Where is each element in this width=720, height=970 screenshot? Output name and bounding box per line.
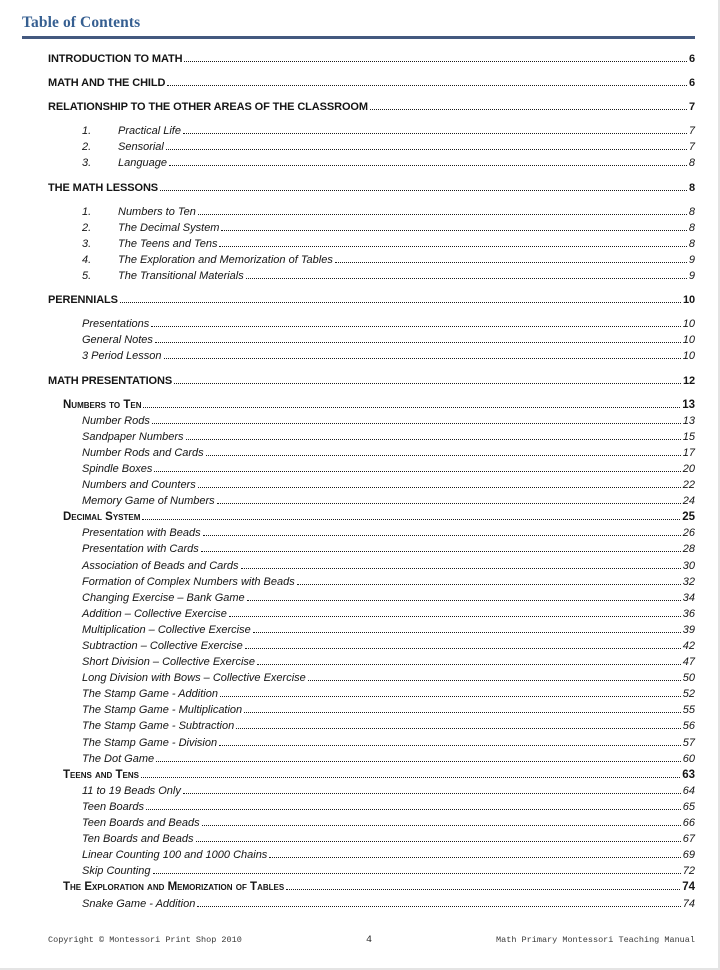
toc-entry-page: 8: [688, 205, 695, 218]
toc-entry[interactable]: [48, 373, 695, 389]
dot-leader: [174, 383, 681, 384]
toc-entry-label: Linear Counting 100 and 1000 Chains: [82, 849, 268, 862]
toc-entry-page: 74: [682, 881, 695, 894]
toc-entry-number: 3.: [82, 237, 92, 250]
toc-entry-page: 39: [682, 623, 695, 636]
dot-leader: [169, 165, 687, 166]
dot-leader: [202, 825, 681, 826]
toc-entry-page: 42: [682, 640, 695, 652]
dot-leader: [160, 190, 687, 191]
dot-leader: [143, 407, 680, 408]
dot-leader: [241, 568, 681, 569]
dot-leader: [196, 841, 681, 842]
toc-entry[interactable]: [48, 751, 695, 767]
toc-entry-label: The Stamp Game - Subtraction: [82, 720, 235, 733]
toc-entry[interactable]: [48, 831, 695, 847]
toc-entry[interactable]: [48, 799, 695, 815]
toc-entry-page: 24: [682, 495, 695, 508]
dot-leader: [167, 85, 687, 86]
toc-entry[interactable]: [48, 461, 695, 477]
toc-entry-page: 60: [682, 752, 695, 765]
toc-entry-label: Ten Boards and Beads: [82, 833, 194, 846]
toc-entry-page: 13: [682, 414, 695, 427]
footer-copyright: Copyright © Montessori Print Shop 2010: [48, 935, 242, 945]
toc-entry-label: 11 to 19 Beads Only: [82, 784, 181, 797]
dot-leader: [206, 455, 681, 456]
toc-entry[interactable]: [48, 139, 695, 155]
toc-entry-page: 52: [682, 688, 695, 701]
toc-entry[interactable]: [48, 638, 695, 654]
dot-leader: [257, 664, 681, 665]
toc-entry-label: Sandpaper Numbers: [82, 430, 184, 443]
toc-entry[interactable]: [48, 879, 695, 895]
dot-leader: [184, 61, 686, 62]
toc-entry-page: 8: [688, 181, 695, 194]
dot-leader: [203, 535, 681, 536]
dot-leader: [156, 761, 681, 762]
toc-entry-label: Decimal System: [63, 511, 141, 524]
toc-entry-number: 4.: [82, 253, 92, 266]
toc-entry-label: The Exploration and Memorization of Tables: [63, 881, 285, 894]
toc-entry[interactable]: [48, 268, 695, 284]
toc-entry-page: 28: [682, 543, 695, 556]
toc-entry[interactable]: [48, 123, 695, 139]
toc-entry-label: General Notes: [82, 334, 153, 347]
toc-entry-label: RELATIONSHIP TO THE OTHER AREAS OF THE CLASSROOM: [48, 101, 368, 114]
dot-leader: [246, 278, 687, 279]
toc-entry-page: 7: [688, 141, 695, 154]
toc-entry-label: Number Rods and Cards: [82, 446, 204, 459]
toc-entry-page: 6: [688, 77, 695, 90]
toc-entry-label: The Stamp Game - Multiplication: [82, 704, 243, 717]
toc-entry[interactable]: [48, 155, 695, 171]
dot-leader: [219, 246, 686, 247]
toc-entry[interactable]: [48, 493, 695, 509]
toc-entry-page: 17: [682, 446, 695, 459]
toc-entry-label: The Transitional Materials: [118, 270, 244, 283]
toc-entry-page: 65: [682, 800, 695, 813]
toc-entry-page: 30: [682, 559, 695, 572]
toc-entry[interactable]: [48, 99, 695, 115]
toc-entry-page: 32: [682, 575, 695, 588]
toc-entry-page: 6: [688, 53, 695, 65]
toc-entry-page: 10: [682, 294, 695, 307]
toc-entry[interactable]: [48, 445, 695, 461]
dot-leader: [152, 423, 681, 424]
dot-leader: [141, 777, 680, 778]
toc-entry-page: 66: [682, 817, 695, 830]
dot-leader: [229, 616, 681, 617]
toc-entry-page: 9: [688, 270, 695, 283]
toc-entry-label: Spindle Boxes: [82, 462, 153, 475]
toc-entry[interactable]: [48, 590, 695, 606]
toc-entry-label: Numbers to Ten: [118, 205, 196, 218]
toc-entry[interactable]: [48, 718, 695, 734]
toc-entry[interactable]: [48, 525, 695, 541]
toc-entry[interactable]: [48, 847, 695, 863]
toc-entry-label: Number Rods: [82, 414, 150, 427]
toc-entry-label: Changing Exercise – Bank Game: [82, 591, 245, 604]
dot-leader: [197, 906, 680, 907]
toc-entry-page: 9: [688, 253, 695, 266]
toc-entry[interactable]: [48, 413, 695, 429]
toc-entry-label: PERENNIALS: [48, 294, 118, 307]
toc-entry-page: 67: [682, 833, 695, 846]
page-header: [0, 0, 718, 39]
toc-list: [48, 51, 695, 912]
toc-entry-label: MATH PRESENTATIONS: [48, 374, 173, 387]
toc-entry[interactable]: [48, 51, 695, 67]
toc-entry[interactable]: [48, 348, 695, 364]
dot-leader: [120, 302, 681, 303]
dot-leader: [164, 358, 681, 359]
toc-entry-page: 57: [682, 736, 695, 749]
toc-entry-page: 10: [682, 334, 695, 347]
toc-entry-page: 8: [688, 237, 695, 250]
toc-entry-label: Numbers to Ten: [63, 398, 142, 411]
toc-entry-label: The Stamp Game - Addition: [82, 688, 218, 701]
toc-entry[interactable]: [48, 702, 695, 718]
toc-entry-label: 3 Period Lesson: [82, 350, 162, 363]
toc-entry-label: Language: [118, 157, 167, 170]
dot-leader: [308, 680, 681, 681]
toc-entry-page: 15: [682, 430, 695, 443]
toc-entry-label: Numbers and Counters: [82, 479, 196, 492]
toc-entry-label: Memory Game of Numbers: [82, 495, 215, 508]
toc-entry[interactable]: [48, 606, 695, 622]
dot-leader: [142, 519, 680, 520]
dot-leader: [245, 648, 681, 649]
dot-leader: [153, 873, 681, 874]
dot-leader: [151, 326, 680, 327]
footer-page-number: 4: [365, 935, 372, 946]
title-rule: [22, 36, 695, 39]
toc-entry[interactable]: [48, 574, 695, 590]
toc-entry-page: 10: [682, 318, 695, 331]
toc-entry[interactable]: [48, 220, 695, 236]
toc-entry[interactable]: [48, 429, 695, 445]
toc-entry[interactable]: [48, 815, 695, 831]
toc-entry[interactable]: [48, 477, 695, 493]
toc-entry-page: 55: [682, 704, 695, 717]
toc-entry-label: INTRODUCTION TO MATH: [48, 53, 183, 65]
toc-entry-page: 47: [682, 656, 695, 669]
toc-entry-label: Long Division with Bows – Collective Exercise: [82, 672, 306, 685]
dot-leader: [198, 214, 687, 215]
toc-entry-label: Short Division – Collective Exercise: [82, 656, 256, 669]
toc-entry-page: 20: [682, 462, 695, 475]
toc-entry[interactable]: [48, 236, 695, 252]
toc-entry-page: 8: [688, 221, 695, 234]
footer-manual-title: Math Primary Montessori Teaching Manual: [496, 935, 695, 945]
toc-entry-page: 7: [688, 125, 695, 138]
toc-entry-label: THE MATH LESSONS: [48, 181, 159, 194]
toc-entry[interactable]: [48, 863, 695, 879]
toc-entry-label: Snake Game - Addition: [82, 897, 196, 910]
toc-entry[interactable]: [48, 783, 695, 799]
toc-entry-label: Addition – Collective Exercise: [82, 607, 227, 620]
toc-entry[interactable]: [48, 541, 695, 557]
toc-entry[interactable]: [48, 670, 695, 686]
dot-leader: [269, 857, 680, 858]
toc-entry-label: Teens and Tens: [63, 768, 140, 781]
toc-entry-page: 7: [688, 101, 695, 114]
toc-entry[interactable]: [48, 509, 695, 525]
dot-leader: [146, 809, 681, 810]
dot-leader: [247, 600, 681, 601]
dot-leader: [221, 230, 686, 231]
dot-leader: [370, 109, 687, 110]
toc-entry-page: 63: [682, 768, 695, 781]
toc-entry-number: 3.: [82, 157, 92, 170]
toc-entry-label: Teen Boards: [82, 800, 144, 813]
dot-leader: [335, 262, 687, 263]
dot-leader: [297, 584, 681, 585]
toc-entry-number: 2.: [82, 141, 92, 154]
toc-entry-label: Skip Counting: [82, 865, 151, 878]
toc-entry-page: 36: [682, 607, 695, 620]
toc-entry[interactable]: [48, 252, 695, 268]
toc-entry-label: The Exploration and Memorization of Tables: [118, 253, 333, 266]
toc-entry-page: 50: [682, 672, 695, 685]
dot-leader: [166, 149, 687, 150]
toc-entry-label: The Teens and Tens: [118, 237, 218, 250]
toc-entry-label: The Dot Game: [82, 752, 155, 765]
toc-entry[interactable]: [48, 180, 695, 196]
toc-entry[interactable]: [48, 654, 695, 670]
toc-entry[interactable]: [48, 75, 695, 91]
toc-entry-number: 1.: [82, 205, 92, 218]
toc-entry[interactable]: [48, 292, 695, 308]
toc-entry-page: 34: [682, 591, 695, 604]
toc-entry[interactable]: [48, 735, 695, 751]
toc-entry-label: Practical Life: [118, 125, 181, 138]
toc-entry-page: 74: [682, 897, 695, 910]
toc-entry-label: Subtraction – Collective Exercise: [82, 640, 243, 652]
dot-leader: [154, 471, 680, 472]
toc-entry-number: 2.: [82, 221, 92, 234]
toc-entry[interactable]: [48, 558, 695, 574]
toc-entry-label: Sensorial: [118, 141, 164, 154]
toc-entry-page: 69: [682, 849, 695, 862]
toc-entry-label: Presentation with Beads: [82, 527, 201, 540]
toc-entry[interactable]: [48, 767, 695, 783]
toc-entry[interactable]: [48, 332, 695, 348]
toc-entry-page: 56: [682, 720, 695, 733]
dot-leader: [219, 745, 681, 746]
toc-entry-label: Association of Beads and Cards: [82, 559, 239, 572]
toc-entry-label: Teen Boards and Beads: [82, 817, 200, 830]
page-title: Table of Contents: [22, 14, 141, 31]
dot-leader: [183, 793, 681, 794]
dot-leader: [220, 696, 681, 697]
toc-entry-page: 26: [682, 527, 695, 540]
dot-leader: [201, 551, 681, 552]
toc-entry-page: 12: [682, 374, 695, 387]
toc-entry-page: 64: [682, 784, 695, 797]
toc-entry-label: Presentation with Cards: [82, 543, 199, 556]
toc-entry-label: MATH AND THE CHILD: [48, 77, 166, 90]
toc-entry-page: 25: [682, 511, 695, 524]
toc-entry[interactable]: [48, 896, 695, 912]
toc-entry-page: 22: [682, 479, 695, 492]
dot-leader: [217, 503, 681, 504]
dot-leader: [286, 889, 680, 890]
toc-entry-label: Multiplication – Collective Exercise: [82, 623, 251, 636]
toc-entry-page: 8: [688, 157, 695, 170]
dot-leader: [244, 712, 681, 713]
toc-entry-page: 13: [682, 398, 695, 411]
dot-leader: [183, 133, 687, 134]
toc-entry-page: 72: [682, 865, 695, 878]
dot-leader: [198, 487, 681, 488]
toc-entry-page: 10: [682, 350, 695, 363]
toc-entry[interactable]: [48, 686, 695, 702]
toc-entry[interactable]: [48, 397, 695, 413]
toc-entry-label: The Decimal System: [118, 221, 220, 234]
page-footer: [48, 935, 695, 946]
toc-entry[interactable]: [48, 316, 695, 332]
toc-entry-number: 5.: [82, 270, 92, 283]
toc-entry-label: Presentations: [82, 318, 150, 331]
dot-leader: [253, 632, 681, 633]
toc-entry-number: 1.: [82, 125, 92, 138]
toc-entry[interactable]: [48, 204, 695, 220]
dot-leader: [236, 728, 681, 729]
dot-leader: [155, 342, 681, 343]
toc-entry-label: Formation of Complex Numbers with Beads: [82, 575, 295, 588]
toc-entry-label: The Stamp Game - Division: [82, 736, 218, 749]
toc-entry[interactable]: [48, 622, 695, 638]
dot-leader: [186, 439, 681, 440]
